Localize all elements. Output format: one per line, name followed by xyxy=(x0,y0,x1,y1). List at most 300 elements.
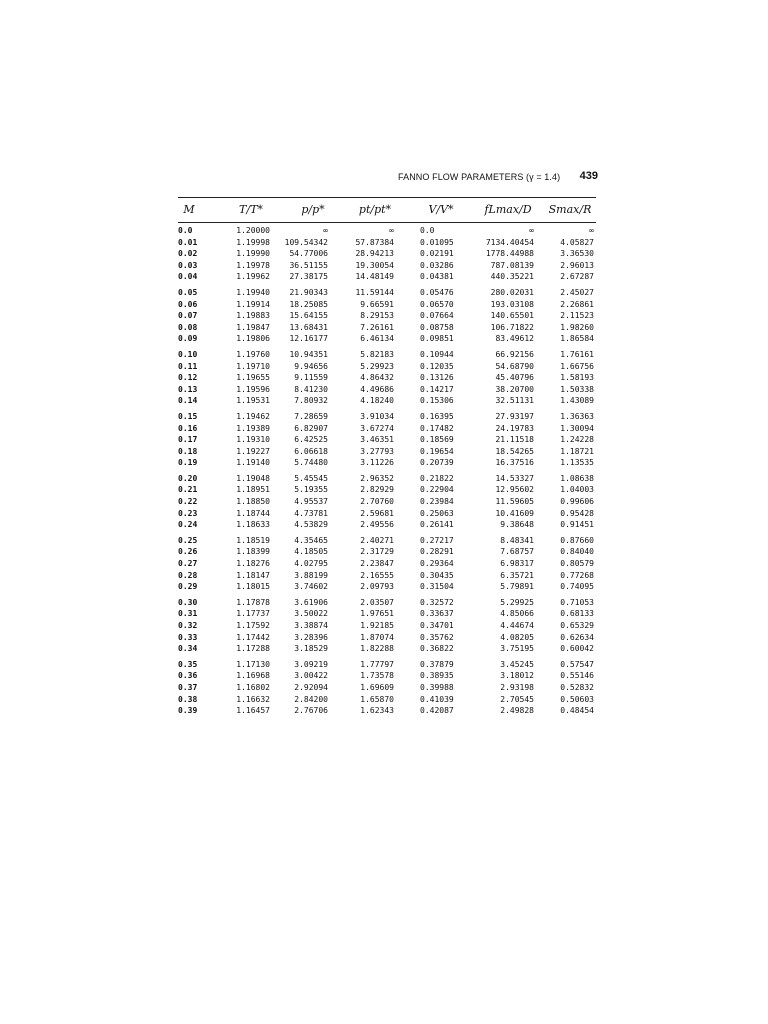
temperature-ratio-cell: 1.19710 xyxy=(236,361,270,371)
temperature-ratio-cell: 1.19962 xyxy=(236,272,270,282)
temperature-ratio-cell: 1.16968 xyxy=(236,671,270,681)
table-row xyxy=(178,225,596,237)
pressure-ratio-cell: 2.76706 xyxy=(294,706,328,716)
temperature-ratio-cell: 1.19806 xyxy=(236,334,270,344)
table-body xyxy=(178,225,596,721)
entropy-cell: 0.50603 xyxy=(560,694,594,704)
total-pressure-ratio-cell: 3.67274 xyxy=(360,423,394,433)
pressure-ratio-cell: 4.18505 xyxy=(294,547,328,557)
mach-cell: 0.17 xyxy=(178,435,198,445)
friction-length-cell: 11.59605 xyxy=(495,497,534,507)
velocity-ratio-cell: 0.35762 xyxy=(420,632,454,642)
total-pressure-ratio-cell: 1.92185 xyxy=(360,621,394,630)
row-group xyxy=(178,535,596,593)
row-group xyxy=(178,473,596,531)
pressure-ratio-cell: 7.28659 xyxy=(294,411,328,421)
velocity-ratio-cell: 0.19654 xyxy=(420,446,454,456)
pressure-ratio-cell: 6.82907 xyxy=(294,423,328,433)
table-row xyxy=(178,546,596,558)
temperature-ratio-cell: 1.18951 xyxy=(236,485,270,495)
pressure-ratio-cell: 12.16177 xyxy=(289,334,328,344)
entropy-cell: 0.60042 xyxy=(560,644,594,654)
entropy-cell: 0.62634 xyxy=(560,632,594,642)
entropy-cell: 2.11523 xyxy=(560,311,594,321)
table-row xyxy=(178,349,596,361)
column-header-total-pressure-ratio: pt/pt* xyxy=(358,203,392,216)
temperature-ratio-cell: 1.17878 xyxy=(236,597,270,607)
total-pressure-ratio-cell: 7.26161 xyxy=(360,322,394,332)
total-pressure-ratio-cell: 1.62343 xyxy=(360,706,394,716)
velocity-ratio-cell: 0.21822 xyxy=(420,473,454,483)
temperature-ratio-cell: 1.19760 xyxy=(236,349,270,359)
total-pressure-ratio-cell: 11.59144 xyxy=(355,287,394,297)
mach-cell: 0.27 xyxy=(178,559,198,569)
velocity-ratio-cell: 0.30435 xyxy=(420,570,454,580)
friction-length-cell: 6.35721 xyxy=(500,570,534,580)
pressure-ratio-cell: 5.45545 xyxy=(294,473,328,483)
mach-cell: 0.37 xyxy=(178,682,198,692)
pressure-ratio-cell: 18.25085 xyxy=(289,299,328,309)
velocity-ratio-cell: 0.09851 xyxy=(420,334,454,344)
mach-cell: 0.10 xyxy=(178,349,198,359)
pressure-ratio-cell: 2.92094 xyxy=(294,682,328,692)
mach-cell: 0.09 xyxy=(178,334,198,344)
friction-length-cell: 27.93197 xyxy=(495,411,534,421)
velocity-ratio-cell: 0.17482 xyxy=(420,423,454,433)
friction-length-cell: 106.71822 xyxy=(490,322,534,332)
total-pressure-ratio-cell: 4.49686 xyxy=(360,384,394,394)
mach-cell: 0.25 xyxy=(178,535,198,545)
friction-length-cell: 2.49828 xyxy=(500,706,534,716)
friction-length-cell: 54.68790 xyxy=(495,361,534,371)
temperature-ratio-cell: 1.19914 xyxy=(236,299,270,309)
entropy-cell: 1.86584 xyxy=(560,334,594,344)
total-pressure-ratio-cell: 2.96352 xyxy=(360,473,394,483)
velocity-ratio-cell: 0.15306 xyxy=(420,396,454,406)
entropy-cell: 1.43089 xyxy=(560,396,594,406)
temperature-ratio-cell: 1.17130 xyxy=(236,659,270,669)
pressure-ratio-cell: 3.38874 xyxy=(294,621,328,630)
mach-cell: 0.28 xyxy=(178,570,198,580)
total-pressure-ratio-cell: 3.11226 xyxy=(360,458,394,468)
row-group xyxy=(178,287,596,345)
velocity-ratio-cell: 0.39988 xyxy=(420,682,454,692)
total-pressure-ratio-cell: 2.49556 xyxy=(360,520,394,530)
temperature-ratio-cell: 1.16802 xyxy=(236,682,270,692)
friction-length-cell: 38.20700 xyxy=(495,384,534,394)
velocity-ratio-cell: 0.26141 xyxy=(420,520,454,530)
mach-cell: 0.14 xyxy=(178,396,198,406)
total-pressure-ratio-cell: 57.87384 xyxy=(355,237,394,247)
total-pressure-ratio-cell: 19.30054 xyxy=(355,260,394,270)
total-pressure-ratio-cell: 3.91034 xyxy=(360,411,394,421)
total-pressure-ratio-cell: ∞ xyxy=(389,226,394,235)
total-pressure-ratio-cell: 28.94213 xyxy=(355,249,394,259)
entropy-cell: 1.13535 xyxy=(560,458,594,468)
entropy-cell: 0.77268 xyxy=(560,570,594,580)
entropy-cell: 0.65329 xyxy=(560,621,594,630)
friction-length-cell: 140.65501 xyxy=(490,311,534,321)
temperature-ratio-cell: 1.18276 xyxy=(236,559,270,569)
friction-length-cell: 21.11518 xyxy=(495,435,534,445)
table-row xyxy=(178,310,596,322)
friction-length-cell: 5.79891 xyxy=(500,582,534,592)
entropy-cell: 0.74095 xyxy=(560,582,594,592)
entropy-cell: 2.96013 xyxy=(560,260,594,270)
mach-cell: 0.19 xyxy=(178,458,198,468)
velocity-ratio-cell: 0.08758 xyxy=(420,322,454,332)
row-group xyxy=(178,349,596,407)
total-pressure-ratio-cell: 8.29153 xyxy=(360,311,394,321)
mach-cell: 0.18 xyxy=(178,446,198,456)
mach-cell: 0.05 xyxy=(178,287,198,297)
total-pressure-ratio-cell: 2.59681 xyxy=(360,508,394,518)
mach-cell: 0.30 xyxy=(178,597,198,607)
temperature-ratio-cell: 1.18744 xyxy=(236,508,270,518)
table-header-rule xyxy=(178,222,596,223)
total-pressure-ratio-cell: 2.31729 xyxy=(360,547,394,557)
pressure-ratio-cell: 15.64155 xyxy=(289,311,328,321)
friction-length-cell: 10.41609 xyxy=(495,508,534,518)
temperature-ratio-cell: 1.18633 xyxy=(236,520,270,530)
friction-length-cell: 45.40796 xyxy=(495,373,534,383)
pressure-ratio-cell: 2.84200 xyxy=(294,694,328,704)
friction-length-cell: 6.98317 xyxy=(500,559,534,569)
pressure-ratio-cell: 27.38175 xyxy=(289,272,328,282)
pressure-ratio-cell: 13.68431 xyxy=(289,322,328,332)
friction-length-cell: 2.93198 xyxy=(500,682,534,692)
velocity-ratio-cell: 0.28291 xyxy=(420,547,454,557)
column-header-mach: M xyxy=(183,203,195,216)
entropy-cell: 1.08638 xyxy=(560,473,594,483)
temperature-ratio-cell: 1.19940 xyxy=(236,287,270,297)
velocity-ratio-cell: 0.06570 xyxy=(420,299,454,309)
temperature-ratio-cell: 1.18147 xyxy=(236,570,270,580)
column-header-pressure-ratio: p/p* xyxy=(301,203,325,216)
mach-cell: 0.16 xyxy=(178,423,198,433)
temperature-ratio-cell: 1.16457 xyxy=(236,706,270,716)
table-row xyxy=(178,237,596,249)
temperature-ratio-cell: 1.16632 xyxy=(236,694,270,704)
pressure-ratio-cell: 3.50022 xyxy=(294,609,328,619)
column-headers xyxy=(178,203,596,219)
table-row xyxy=(178,581,596,593)
velocity-ratio-cell: 0.22904 xyxy=(420,485,454,495)
pressure-ratio-cell: 4.95537 xyxy=(294,497,328,507)
table-row xyxy=(178,423,596,435)
mach-cell: 0.39 xyxy=(178,706,198,716)
temperature-ratio-cell: 1.19998 xyxy=(236,237,270,247)
table-row xyxy=(178,558,596,570)
velocity-ratio-cell: 0.23984 xyxy=(420,497,454,507)
entropy-cell: 2.67287 xyxy=(560,272,594,282)
temperature-ratio-cell: 1.19227 xyxy=(236,446,270,456)
table-row xyxy=(178,457,596,469)
total-pressure-ratio-cell: 14.48149 xyxy=(355,272,394,282)
friction-length-cell: 5.29925 xyxy=(500,597,534,607)
temperature-ratio-cell: 1.19389 xyxy=(236,423,270,433)
pressure-ratio-cell: 3.28396 xyxy=(294,632,328,642)
friction-length-cell: 440.35221 xyxy=(490,272,534,282)
pressure-ratio-cell: 9.94656 xyxy=(294,361,328,371)
table-row xyxy=(178,496,596,508)
friction-length-cell: 4.85066 xyxy=(500,609,534,619)
velocity-ratio-cell: 0.20739 xyxy=(420,458,454,468)
pressure-ratio-cell: 7.80932 xyxy=(294,396,328,406)
table-row xyxy=(178,248,596,260)
pressure-ratio-cell: 5.74480 xyxy=(294,458,328,468)
mach-cell: 0.04 xyxy=(178,272,198,282)
temperature-ratio-cell: 1.18850 xyxy=(236,497,270,507)
temperature-ratio-cell: 1.18519 xyxy=(236,535,270,545)
temperature-ratio-cell: 1.17737 xyxy=(236,609,270,619)
entropy-cell: 0.99606 xyxy=(560,497,594,507)
pressure-ratio-cell: 3.09219 xyxy=(294,659,328,669)
table-row xyxy=(178,271,596,283)
mach-cell: 0.01 xyxy=(178,237,198,247)
velocity-ratio-cell: 0.0 xyxy=(420,226,435,235)
friction-length-cell: 32.51131 xyxy=(495,396,534,406)
entropy-cell: 0.95428 xyxy=(560,508,594,518)
friction-length-cell: 787.08139 xyxy=(490,260,534,270)
mach-cell: 0.06 xyxy=(178,299,198,309)
velocity-ratio-cell: 0.38935 xyxy=(420,671,454,681)
pressure-ratio-cell: 4.35465 xyxy=(294,535,328,545)
mach-cell: 0.03 xyxy=(178,260,198,270)
mach-cell: 0.38 xyxy=(178,694,198,704)
total-pressure-ratio-cell: 5.82183 xyxy=(360,349,394,359)
table-row xyxy=(178,643,596,655)
table-row xyxy=(178,694,596,706)
velocity-ratio-cell: 0.27217 xyxy=(420,535,454,545)
table-row xyxy=(178,411,596,423)
column-header-velocity-ratio: V/V* xyxy=(428,203,454,216)
total-pressure-ratio-cell: 3.27793 xyxy=(360,446,394,456)
temperature-ratio-cell: 1.19990 xyxy=(236,249,270,259)
velocity-ratio-cell: 0.10944 xyxy=(420,349,454,359)
mach-cell: 0.15 xyxy=(178,411,198,421)
velocity-ratio-cell: 0.05476 xyxy=(420,287,454,297)
entropy-cell: 0.91451 xyxy=(560,520,594,530)
pressure-ratio-cell: 8.41230 xyxy=(294,384,328,394)
total-pressure-ratio-cell: 2.09793 xyxy=(360,582,394,592)
friction-length-cell: 2.70545 xyxy=(500,694,534,704)
table-row xyxy=(178,434,596,446)
total-pressure-ratio-cell: 2.03507 xyxy=(360,597,394,607)
entropy-cell: 0.87660 xyxy=(560,535,594,545)
pressure-ratio-cell: 54.77006 xyxy=(289,249,328,259)
pressure-ratio-cell: 4.02795 xyxy=(294,559,328,569)
table-row xyxy=(178,372,596,384)
temperature-ratio-cell: 1.19531 xyxy=(236,396,270,406)
friction-length-cell: 9.38648 xyxy=(500,520,534,530)
pressure-ratio-cell: 4.53829 xyxy=(294,520,328,530)
pressure-ratio-cell: 109.54342 xyxy=(284,237,328,247)
velocity-ratio-cell: 0.42087 xyxy=(420,706,454,716)
pressure-ratio-cell: 3.18529 xyxy=(294,644,328,654)
table-row xyxy=(178,322,596,334)
total-pressure-ratio-cell: 1.82288 xyxy=(360,644,394,654)
temperature-ratio-cell: 1.19462 xyxy=(236,411,270,421)
entropy-cell: 3.36530 xyxy=(560,249,594,259)
entropy-cell: 2.45027 xyxy=(560,287,594,297)
row-group xyxy=(178,225,596,283)
velocity-ratio-cell: 0.12035 xyxy=(420,361,454,371)
friction-length-cell: 24.19783 xyxy=(495,423,534,433)
total-pressure-ratio-cell: 5.29923 xyxy=(360,361,394,371)
table-row xyxy=(178,361,596,373)
mach-cell: 0.36 xyxy=(178,671,198,681)
mach-cell: 0.02 xyxy=(178,249,198,259)
velocity-ratio-cell: 0.33637 xyxy=(420,609,454,619)
page-header xyxy=(398,170,598,186)
mach-cell: 0.0 xyxy=(178,226,193,235)
table-row xyxy=(178,519,596,531)
total-pressure-ratio-cell: 4.86432 xyxy=(360,373,394,383)
velocity-ratio-cell: 0.41039 xyxy=(420,694,454,704)
table-row xyxy=(178,446,596,458)
velocity-ratio-cell: 0.01095 xyxy=(420,237,454,247)
mach-cell: 0.22 xyxy=(178,497,198,507)
entropy-cell: 0.55146 xyxy=(560,671,594,681)
entropy-cell: 1.76161 xyxy=(560,349,594,359)
entropy-cell: 1.30094 xyxy=(560,423,594,433)
friction-length-cell: 3.75195 xyxy=(500,644,534,654)
entropy-cell: 1.58193 xyxy=(560,373,594,383)
total-pressure-ratio-cell: 1.69609 xyxy=(360,682,394,692)
velocity-ratio-cell: 0.31504 xyxy=(420,582,454,592)
table-row xyxy=(178,384,596,396)
temperature-ratio-cell: 1.19655 xyxy=(236,373,270,383)
entropy-cell: 0.80579 xyxy=(560,559,594,569)
entropy-cell: 1.66756 xyxy=(560,361,594,371)
friction-length-cell: 193.03108 xyxy=(490,299,534,309)
total-pressure-ratio-cell: 1.73578 xyxy=(360,671,394,681)
pressure-ratio-cell: 4.73781 xyxy=(294,508,328,518)
table-row xyxy=(178,287,596,299)
velocity-ratio-cell: 0.03286 xyxy=(420,260,454,270)
temperature-ratio-cell: 1.19847 xyxy=(236,322,270,332)
velocity-ratio-cell: 0.18569 xyxy=(420,435,454,445)
temperature-ratio-cell: 1.18399 xyxy=(236,547,270,557)
entropy-cell: 2.26861 xyxy=(560,299,594,309)
entropy-cell: 1.50338 xyxy=(560,384,594,394)
pressure-ratio-cell: ∞ xyxy=(323,226,328,235)
column-header-temperature-ratio: T/T* xyxy=(239,203,263,216)
velocity-ratio-cell: 0.29364 xyxy=(420,559,454,569)
temperature-ratio-cell: 1.19978 xyxy=(236,260,270,270)
table-row xyxy=(178,670,596,682)
entropy-cell: ∞ xyxy=(589,226,594,235)
entropy-cell: 1.24228 xyxy=(560,435,594,445)
entropy-cell: 1.04003 xyxy=(560,485,594,495)
pressure-ratio-cell: 9.11559 xyxy=(294,373,328,383)
entropy-cell: 1.18721 xyxy=(560,446,594,456)
pressure-ratio-cell: 3.61906 xyxy=(294,597,328,607)
temperature-ratio-cell: 1.18015 xyxy=(236,582,270,592)
row-group xyxy=(178,597,596,655)
table-row xyxy=(178,535,596,547)
table-row xyxy=(178,608,596,620)
temperature-ratio-cell: 1.19140 xyxy=(236,458,270,468)
total-pressure-ratio-cell: 1.77797 xyxy=(360,659,394,669)
temperature-ratio-cell: 1.17288 xyxy=(236,644,270,654)
entropy-cell: 0.71053 xyxy=(560,597,594,607)
total-pressure-ratio-cell: 1.97651 xyxy=(360,609,394,619)
friction-length-cell: 16.37516 xyxy=(495,458,534,468)
total-pressure-ratio-cell: 6.46134 xyxy=(360,334,394,344)
total-pressure-ratio-cell: 2.23847 xyxy=(360,559,394,569)
pressure-ratio-cell: 3.88199 xyxy=(294,570,328,580)
total-pressure-ratio-cell: 9.66591 xyxy=(360,299,394,309)
running-title: FANNO FLOW PARAMETERS (γ = 1.4) xyxy=(398,172,561,182)
velocity-ratio-cell: 0.16395 xyxy=(420,411,454,421)
friction-length-cell: 280.02031 xyxy=(490,287,534,297)
total-pressure-ratio-cell: 1.87074 xyxy=(360,632,394,642)
entropy-cell: 0.68133 xyxy=(560,609,594,619)
friction-length-cell: ∞ xyxy=(529,226,534,235)
total-pressure-ratio-cell: 2.70760 xyxy=(360,497,394,507)
friction-length-cell: 66.92156 xyxy=(495,349,534,359)
total-pressure-ratio-cell: 2.40271 xyxy=(360,535,394,545)
table-row xyxy=(178,260,596,272)
total-pressure-ratio-cell: 2.82929 xyxy=(360,485,394,495)
pressure-ratio-cell: 36.51155 xyxy=(289,260,328,270)
entropy-cell: 0.84040 xyxy=(560,547,594,557)
entropy-cell: 0.57547 xyxy=(560,659,594,669)
table-row xyxy=(178,659,596,671)
pressure-ratio-cell: 3.00422 xyxy=(294,671,328,681)
mach-cell: 0.23 xyxy=(178,508,198,518)
pressure-ratio-cell: 3.74602 xyxy=(294,582,328,592)
mach-cell: 0.11 xyxy=(178,361,198,371)
pressure-ratio-cell: 6.06618 xyxy=(294,446,328,456)
entropy-cell: 1.98260 xyxy=(560,322,594,332)
mach-cell: 0.12 xyxy=(178,373,198,383)
friction-length-cell: 7134.40454 xyxy=(485,237,534,247)
table-row xyxy=(178,705,596,717)
column-header-friction-length: fLmax/D xyxy=(484,203,532,216)
temperature-ratio-cell: 1.19048 xyxy=(236,473,270,483)
entropy-cell: 0.52832 xyxy=(560,682,594,692)
table-row xyxy=(178,333,596,345)
friction-length-cell: 3.18012 xyxy=(500,671,534,681)
table-row xyxy=(178,597,596,609)
mach-cell: 0.33 xyxy=(178,632,198,642)
pressure-ratio-cell: 10.94351 xyxy=(289,349,328,359)
friction-length-cell: 1778.44988 xyxy=(485,249,534,259)
friction-length-cell: 4.44674 xyxy=(500,621,534,630)
mach-cell: 0.34 xyxy=(178,644,198,654)
pressure-ratio-cell: 5.19355 xyxy=(294,485,328,495)
temperature-ratio-cell: 1.17442 xyxy=(236,632,270,642)
friction-length-cell: 7.68757 xyxy=(500,547,534,557)
mach-cell: 0.13 xyxy=(178,384,198,394)
velocity-ratio-cell: 0.14217 xyxy=(420,384,454,394)
friction-length-cell: 18.54265 xyxy=(495,446,534,456)
table-row xyxy=(178,682,596,694)
page-number: 439 xyxy=(579,170,598,182)
mach-cell: 0.24 xyxy=(178,520,198,530)
velocity-ratio-cell: 0.37879 xyxy=(420,659,454,669)
mach-cell: 0.29 xyxy=(178,582,198,592)
row-group xyxy=(178,659,596,717)
friction-length-cell: 83.49612 xyxy=(495,334,534,344)
friction-length-cell: 14.53327 xyxy=(495,473,534,483)
mach-cell: 0.32 xyxy=(178,621,198,630)
table-top-rule xyxy=(178,197,596,198)
velocity-ratio-cell: 0.34701 xyxy=(420,621,454,630)
